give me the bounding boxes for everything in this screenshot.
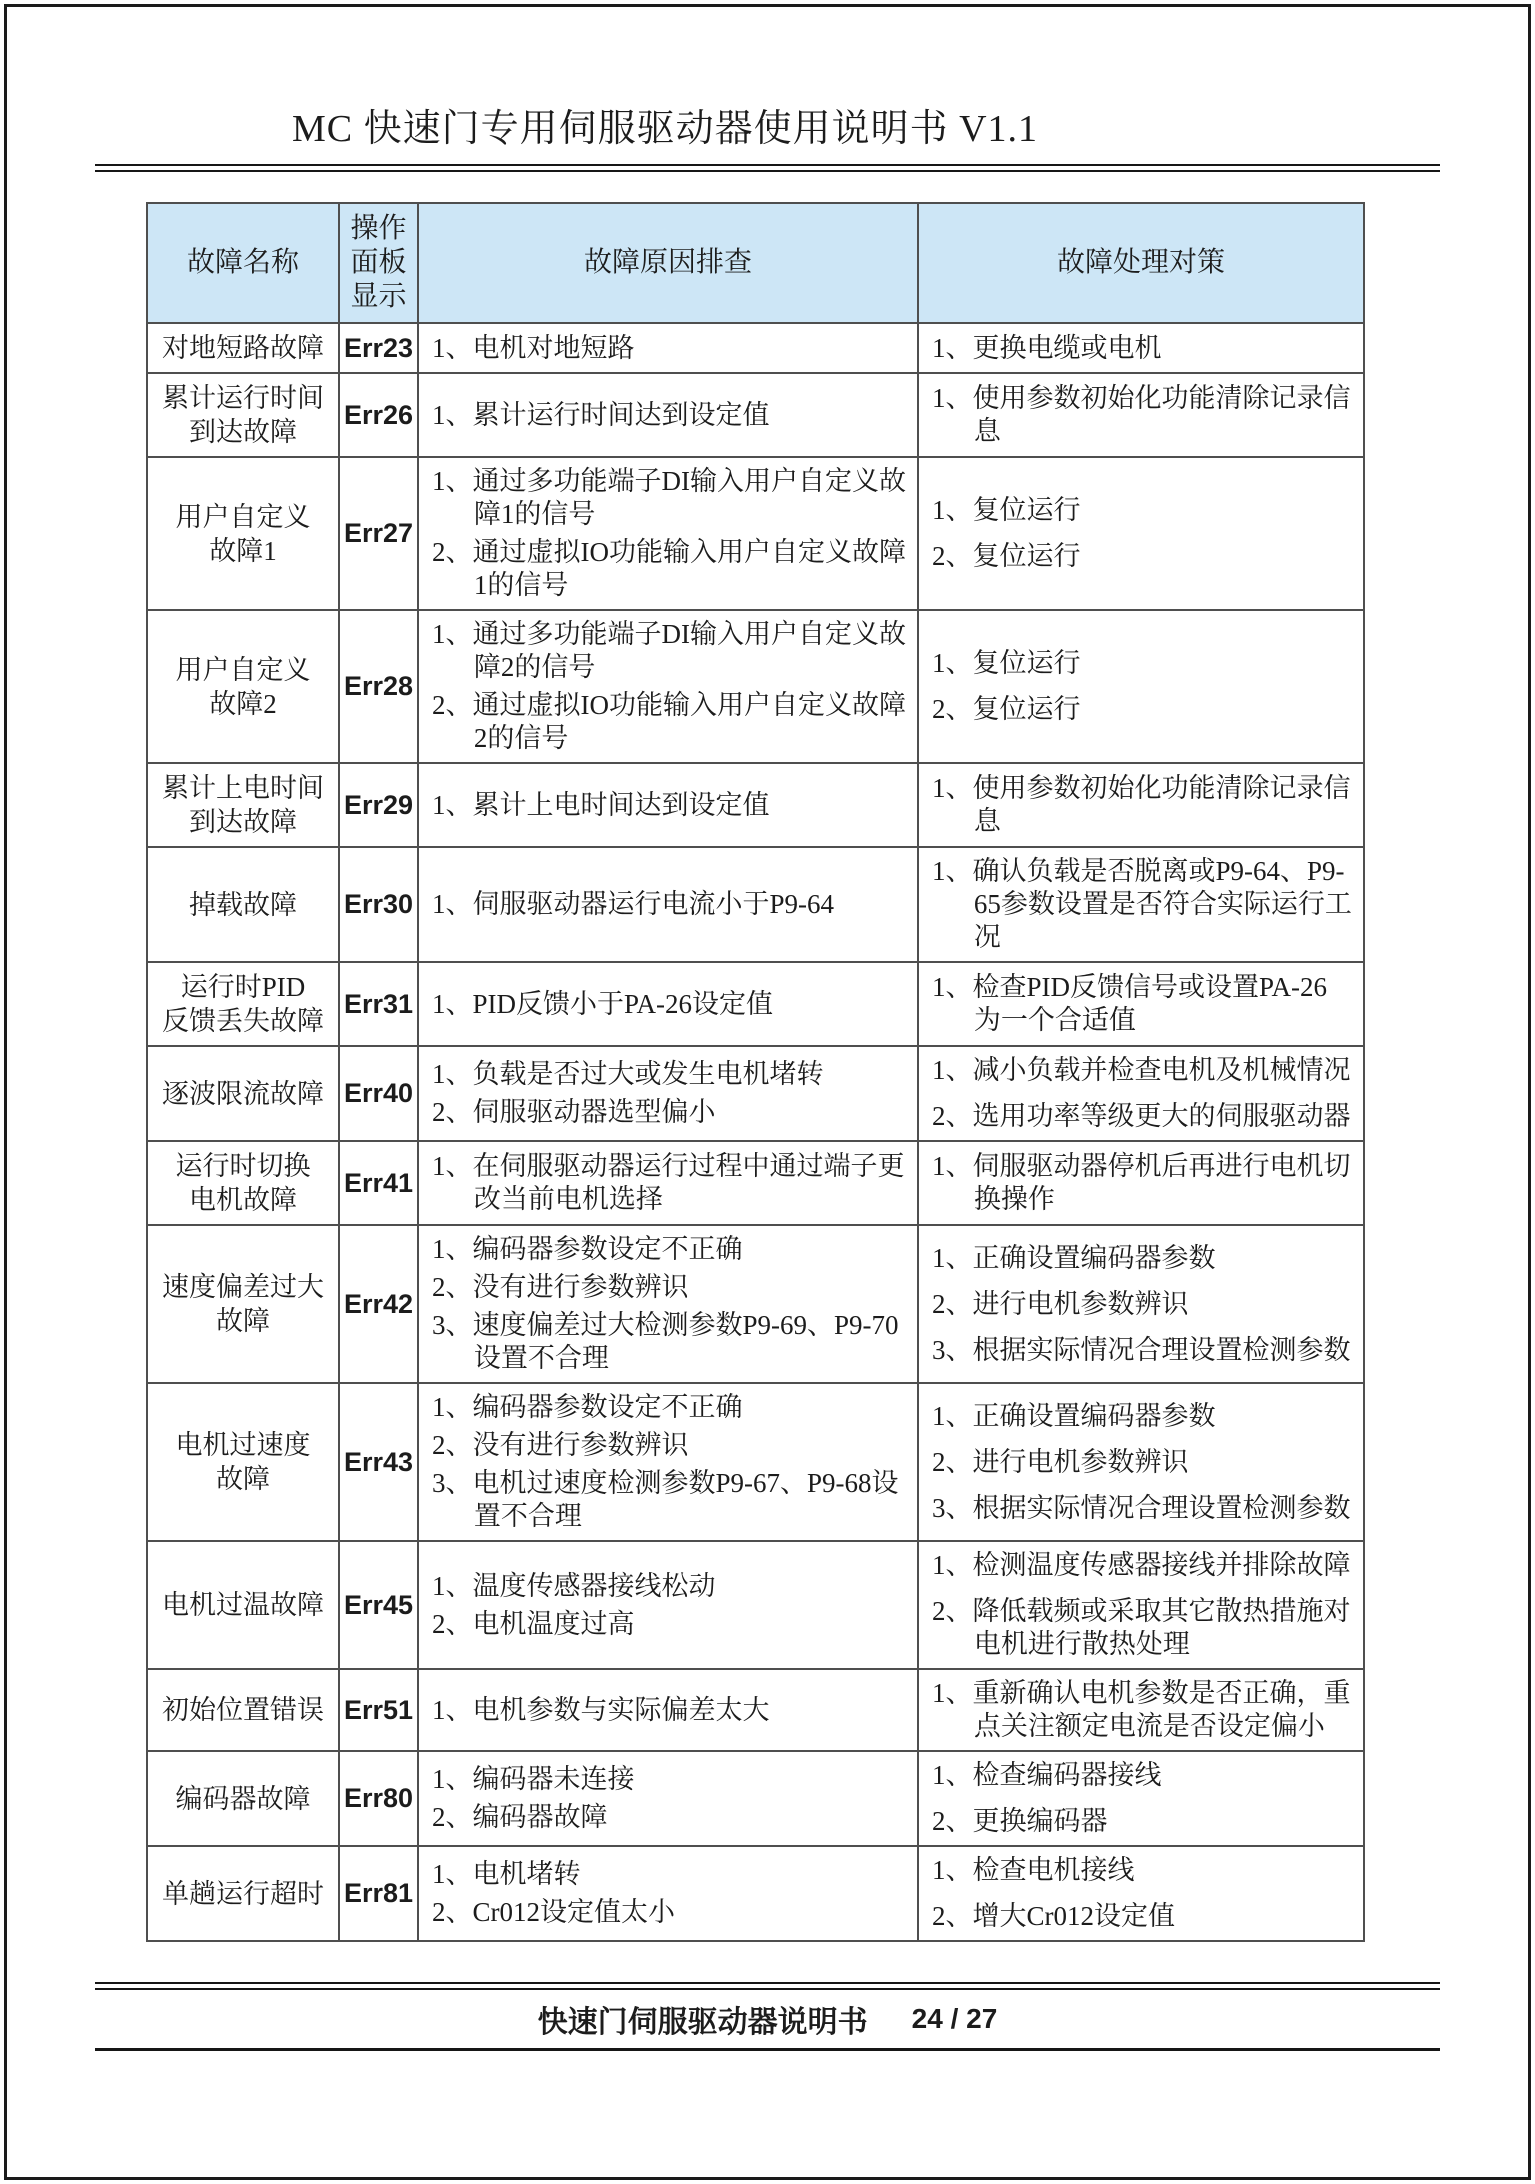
- cell-line: 1、确认负载是否脱离或P9-64、P9-65参数设置是否符合实际运行工况: [932, 856, 1352, 952]
- fault-name-cell: [147, 1383, 339, 1541]
- header-fault-action: 故障处理对策: [918, 203, 1364, 323]
- cell-line: 1、编码器参数设定不正确: [432, 1234, 743, 1264]
- cell-line: 2、伺服驱动器选型偏小: [432, 1097, 716, 1127]
- fault-name-cell: [147, 457, 339, 610]
- fault-code-cell: Err29: [339, 763, 418, 847]
- fault-name-cell: [147, 1846, 339, 1941]
- fault-name-cell: [147, 1541, 339, 1669]
- fault-row: [147, 1225, 1364, 1383]
- cell-line: 1、温度传感器接线松动: [432, 1570, 716, 1601]
- fault-row: [147, 1669, 1364, 1751]
- cell-line: 1、电机堵转: [432, 1859, 581, 1889]
- fault-name-line: 到达故障: [189, 807, 297, 837]
- fault-name-cell: [147, 323, 339, 373]
- cell-line: 1、编码器参数设定不正确: [432, 1392, 743, 1422]
- fault-actions-cell: [918, 962, 1364, 1046]
- fault-code-cell: Err40: [339, 1046, 418, 1141]
- cell-line: 1、复位运行: [932, 648, 1081, 678]
- fault-code-cell: Err43: [339, 1383, 418, 1541]
- cell-line: 2、进行电机参数辨识: [932, 1446, 1189, 1477]
- fault-causes-cell: [418, 323, 918, 373]
- fault-name-cell: [147, 1046, 339, 1141]
- cell-line: 1、使用参数初始化功能清除记录信息: [932, 383, 1351, 446]
- fault-code-cell: Err45: [339, 1541, 418, 1669]
- fault-row: [147, 610, 1364, 763]
- fault-row: [147, 962, 1364, 1046]
- fault-code-cell: Err41: [339, 1141, 418, 1225]
- fault-code-cell: Err42: [339, 1225, 418, 1383]
- cell-line: 1、通过多功能端子DI输入用户自定义故障2的信号: [432, 619, 906, 682]
- fault-code-cell: Err81: [339, 1846, 418, 1941]
- fault-causes-cell: [418, 847, 918, 962]
- fault-causes-cell: [418, 1141, 918, 1225]
- fault-actions-cell: [918, 1541, 1364, 1669]
- cell-line: 1、检查电机接线: [932, 1855, 1135, 1885]
- fault-name-line: 对地短路故障: [162, 333, 324, 363]
- fault-name-cell: [147, 1669, 339, 1751]
- fault-code-cell: Err51: [339, 1669, 418, 1751]
- cell-line: 2、复位运行: [932, 694, 1081, 724]
- fault-actions-cell: [918, 1751, 1364, 1846]
- fault-actions-cell: [918, 1669, 1364, 1751]
- fault-row: [147, 323, 1364, 373]
- fault-name-line: 故障: [216, 1306, 270, 1336]
- fault-name-cell: [147, 847, 339, 962]
- fault-table-body: [147, 323, 1364, 1941]
- fault-name-line: 掉载故障: [189, 889, 297, 920]
- cell-line: 2、Cr012设定值太小: [432, 1897, 675, 1927]
- cell-line: 1、电机对地短路: [432, 332, 635, 363]
- cell-line: 3、电机过速度检测参数P9-67、P9-68设置不合理: [432, 1468, 899, 1531]
- cell-line: 1、更换电缆或电机: [932, 332, 1162, 363]
- cell-line: 2、电机温度过高: [432, 1608, 635, 1639]
- cell-line: 1、复位运行: [932, 495, 1081, 525]
- fault-actions-cell: [918, 1846, 1364, 1941]
- cell-line: 1、电机参数与实际偏差太大: [432, 1694, 770, 1725]
- cell-line: 2、通过虚拟IO功能输入用户自定义故障2的信号: [432, 690, 906, 753]
- fault-row: [147, 457, 1364, 610]
- cell-line: 1、编码器未连接: [432, 1764, 635, 1794]
- fault-row: [147, 1383, 1364, 1541]
- fault-name-line: 故障1: [209, 535, 277, 566]
- fault-table: [146, 202, 1365, 1942]
- fault-row: [147, 1846, 1364, 1941]
- cell-line: 2、没有进行参数辨识: [432, 1272, 689, 1302]
- cell-line: 2、选用功率等级更大的伺服驱动器: [932, 1101, 1351, 1131]
- fault-name-line: 累计上电时间: [162, 773, 324, 803]
- header-fault-name: 故障名称: [147, 203, 339, 323]
- cell-line: 1、通过多功能端子DI输入用户自定义故障1的信号: [432, 466, 906, 529]
- cell-line: 1、负载是否过大或发生电机堵转: [432, 1059, 824, 1089]
- fault-name-line: 故障2: [209, 688, 277, 719]
- cell-line: 1、检查PID反馈信号或设置PA-26为一个合适值: [932, 972, 1328, 1035]
- fault-name-line: 电机过速度: [175, 1430, 311, 1460]
- cell-line: 1、伺服驱动器运行电流小于P9-64: [432, 889, 835, 919]
- cell-line: 2、没有进行参数辨识: [432, 1430, 689, 1460]
- fault-name-line: 运行时PID: [180, 972, 306, 1002]
- fault-name-line: 累计运行时间: [162, 383, 324, 413]
- fault-causes-cell: [418, 763, 918, 847]
- cell-line: 2、进行电机参数辨识: [932, 1288, 1189, 1319]
- fault-actions-cell: [918, 1383, 1364, 1541]
- header-fault-cause: 故障原因排查: [418, 203, 918, 323]
- cell-line: 2、降低载频或采取其它散热措施对电机进行散热处理: [932, 1596, 1351, 1659]
- fault-code-cell: Err31: [339, 962, 418, 1046]
- table-header-row: [147, 203, 1364, 323]
- footer-doc-name: 快速门伺服驱动器说明书: [537, 2006, 868, 2039]
- fault-name-cell: [147, 1225, 339, 1383]
- fault-actions-cell: [918, 373, 1364, 457]
- fault-row: [147, 847, 1364, 962]
- fault-name-line: 速度偏差过大: [162, 1272, 324, 1302]
- fault-name-line: 运行时切换: [175, 1151, 311, 1181]
- fault-code-cell: Err30: [339, 847, 418, 962]
- cell-line: 3、根据实际情况合理设置检测参数: [932, 1492, 1351, 1523]
- fault-name-line: 用户自定义: [175, 501, 311, 532]
- fault-name-cell: [147, 962, 339, 1046]
- cell-line: 2、更换编码器: [932, 1806, 1108, 1836]
- fault-actions-cell: [918, 847, 1364, 962]
- cell-line: 1、在伺服驱动器运行过程中通过端子更改当前电机选择: [432, 1151, 905, 1214]
- fault-name-cell: [147, 1751, 339, 1846]
- fault-causes-cell: [418, 962, 918, 1046]
- cell-line: 1、伺服驱动器停机后再进行电机切换操作: [932, 1151, 1351, 1214]
- fault-name-line: 反馈丢失故障: [162, 1006, 324, 1036]
- fault-causes-cell: [418, 1225, 918, 1383]
- fault-row: [147, 1541, 1364, 1669]
- fault-name-line: 电机过温故障: [162, 1590, 324, 1620]
- footer-rule-bottom: [95, 2048, 1440, 2051]
- fault-actions-cell: [918, 763, 1364, 847]
- cell-line: 1、使用参数初始化功能清除记录信息: [932, 773, 1351, 836]
- fault-name-line: 逐波限流故障: [162, 1078, 324, 1109]
- fault-name-line: 到达故障: [189, 417, 297, 447]
- fault-actions-cell: [918, 1225, 1364, 1383]
- fault-actions-cell: [918, 1046, 1364, 1141]
- fault-row: [147, 1751, 1364, 1846]
- fault-causes-cell: [418, 1669, 918, 1751]
- cell-line: 3、速度偏差过大检测参数P9-69、P9-70设置不合理: [432, 1310, 899, 1373]
- fault-name-line: 用户自定义: [175, 654, 311, 685]
- cell-line: 1、检测温度传感器接线并排除故障: [932, 1550, 1351, 1580]
- fault-causes-cell: [418, 1541, 918, 1669]
- fault-actions-cell: [918, 1141, 1364, 1225]
- cell-line: 1、正确设置编码器参数: [932, 1242, 1216, 1273]
- cell-line: 1、累计上电时间达到设定值: [432, 789, 770, 820]
- fault-causes-cell: [418, 457, 918, 610]
- cell-line: 1、PID反馈小于PA-26设定值: [432, 988, 774, 1019]
- fault-causes-cell: [418, 610, 918, 763]
- fault-name-line: 编码器故障: [175, 1783, 311, 1814]
- fault-actions-cell: [918, 457, 1364, 610]
- fault-code-cell: Err26: [339, 373, 418, 457]
- fault-code-cell: Err23: [339, 323, 418, 373]
- fault-row: [147, 373, 1364, 457]
- fault-code-cell: Err80: [339, 1751, 418, 1846]
- fault-name-cell: [147, 763, 339, 847]
- cell-line: 1、检查编码器接线: [932, 1760, 1162, 1790]
- fault-name-cell: [147, 373, 339, 457]
- fault-causes-cell: [418, 373, 918, 457]
- fault-causes-cell: [418, 1846, 918, 1941]
- fault-row: [147, 1046, 1364, 1141]
- fault-name-line: 电机故障: [189, 1185, 297, 1215]
- cell-line: 2、复位运行: [932, 541, 1081, 571]
- fault-name-cell: [147, 610, 339, 763]
- cell-line: 1、重新确认电机参数是否正确，重点关注额定电流是否设定偏小: [932, 1678, 1351, 1741]
- header-panel-display: 操作面板显示: [339, 203, 418, 323]
- fault-causes-cell: [418, 1046, 918, 1141]
- fault-code-cell: Err28: [339, 610, 418, 763]
- cell-line: 2、通过虚拟IO功能输入用户自定义故障1的信号: [432, 537, 906, 600]
- fault-name-line: 单趟运行超时: [162, 1878, 324, 1909]
- header-rule: [95, 164, 1440, 172]
- fault-name-line: 初始位置错误: [162, 1695, 324, 1725]
- footer-page-number: 24 / 27: [911, 2003, 998, 2034]
- fault-row: [147, 1141, 1364, 1225]
- footer: [95, 1996, 1440, 2042]
- fault-actions-cell: [918, 610, 1364, 763]
- page-title: MC 快速门专用伺服驱动器使用说明书 V1.1: [291, 108, 1039, 150]
- fault-causes-cell: [418, 1751, 918, 1846]
- fault-row: [147, 763, 1364, 847]
- cell-line: 2、增大Cr012设定值: [932, 1901, 1175, 1931]
- fault-name-line: 故障: [216, 1464, 270, 1494]
- footer-rule-top: [95, 1982, 1440, 1990]
- fault-causes-cell: [418, 1383, 918, 1541]
- cell-line: 1、正确设置编码器参数: [932, 1400, 1216, 1431]
- cell-line: 2、编码器故障: [432, 1802, 608, 1832]
- cell-line: 1、减小负载并检查电机及机械情况: [932, 1055, 1351, 1085]
- cell-line: 3、根据实际情况合理设置检测参数: [932, 1334, 1351, 1365]
- fault-actions-cell: [918, 323, 1364, 373]
- fault-name-cell: [147, 1141, 339, 1225]
- fault-code-cell: Err27: [339, 457, 418, 610]
- cell-line: 1、累计运行时间达到设定值: [432, 399, 770, 430]
